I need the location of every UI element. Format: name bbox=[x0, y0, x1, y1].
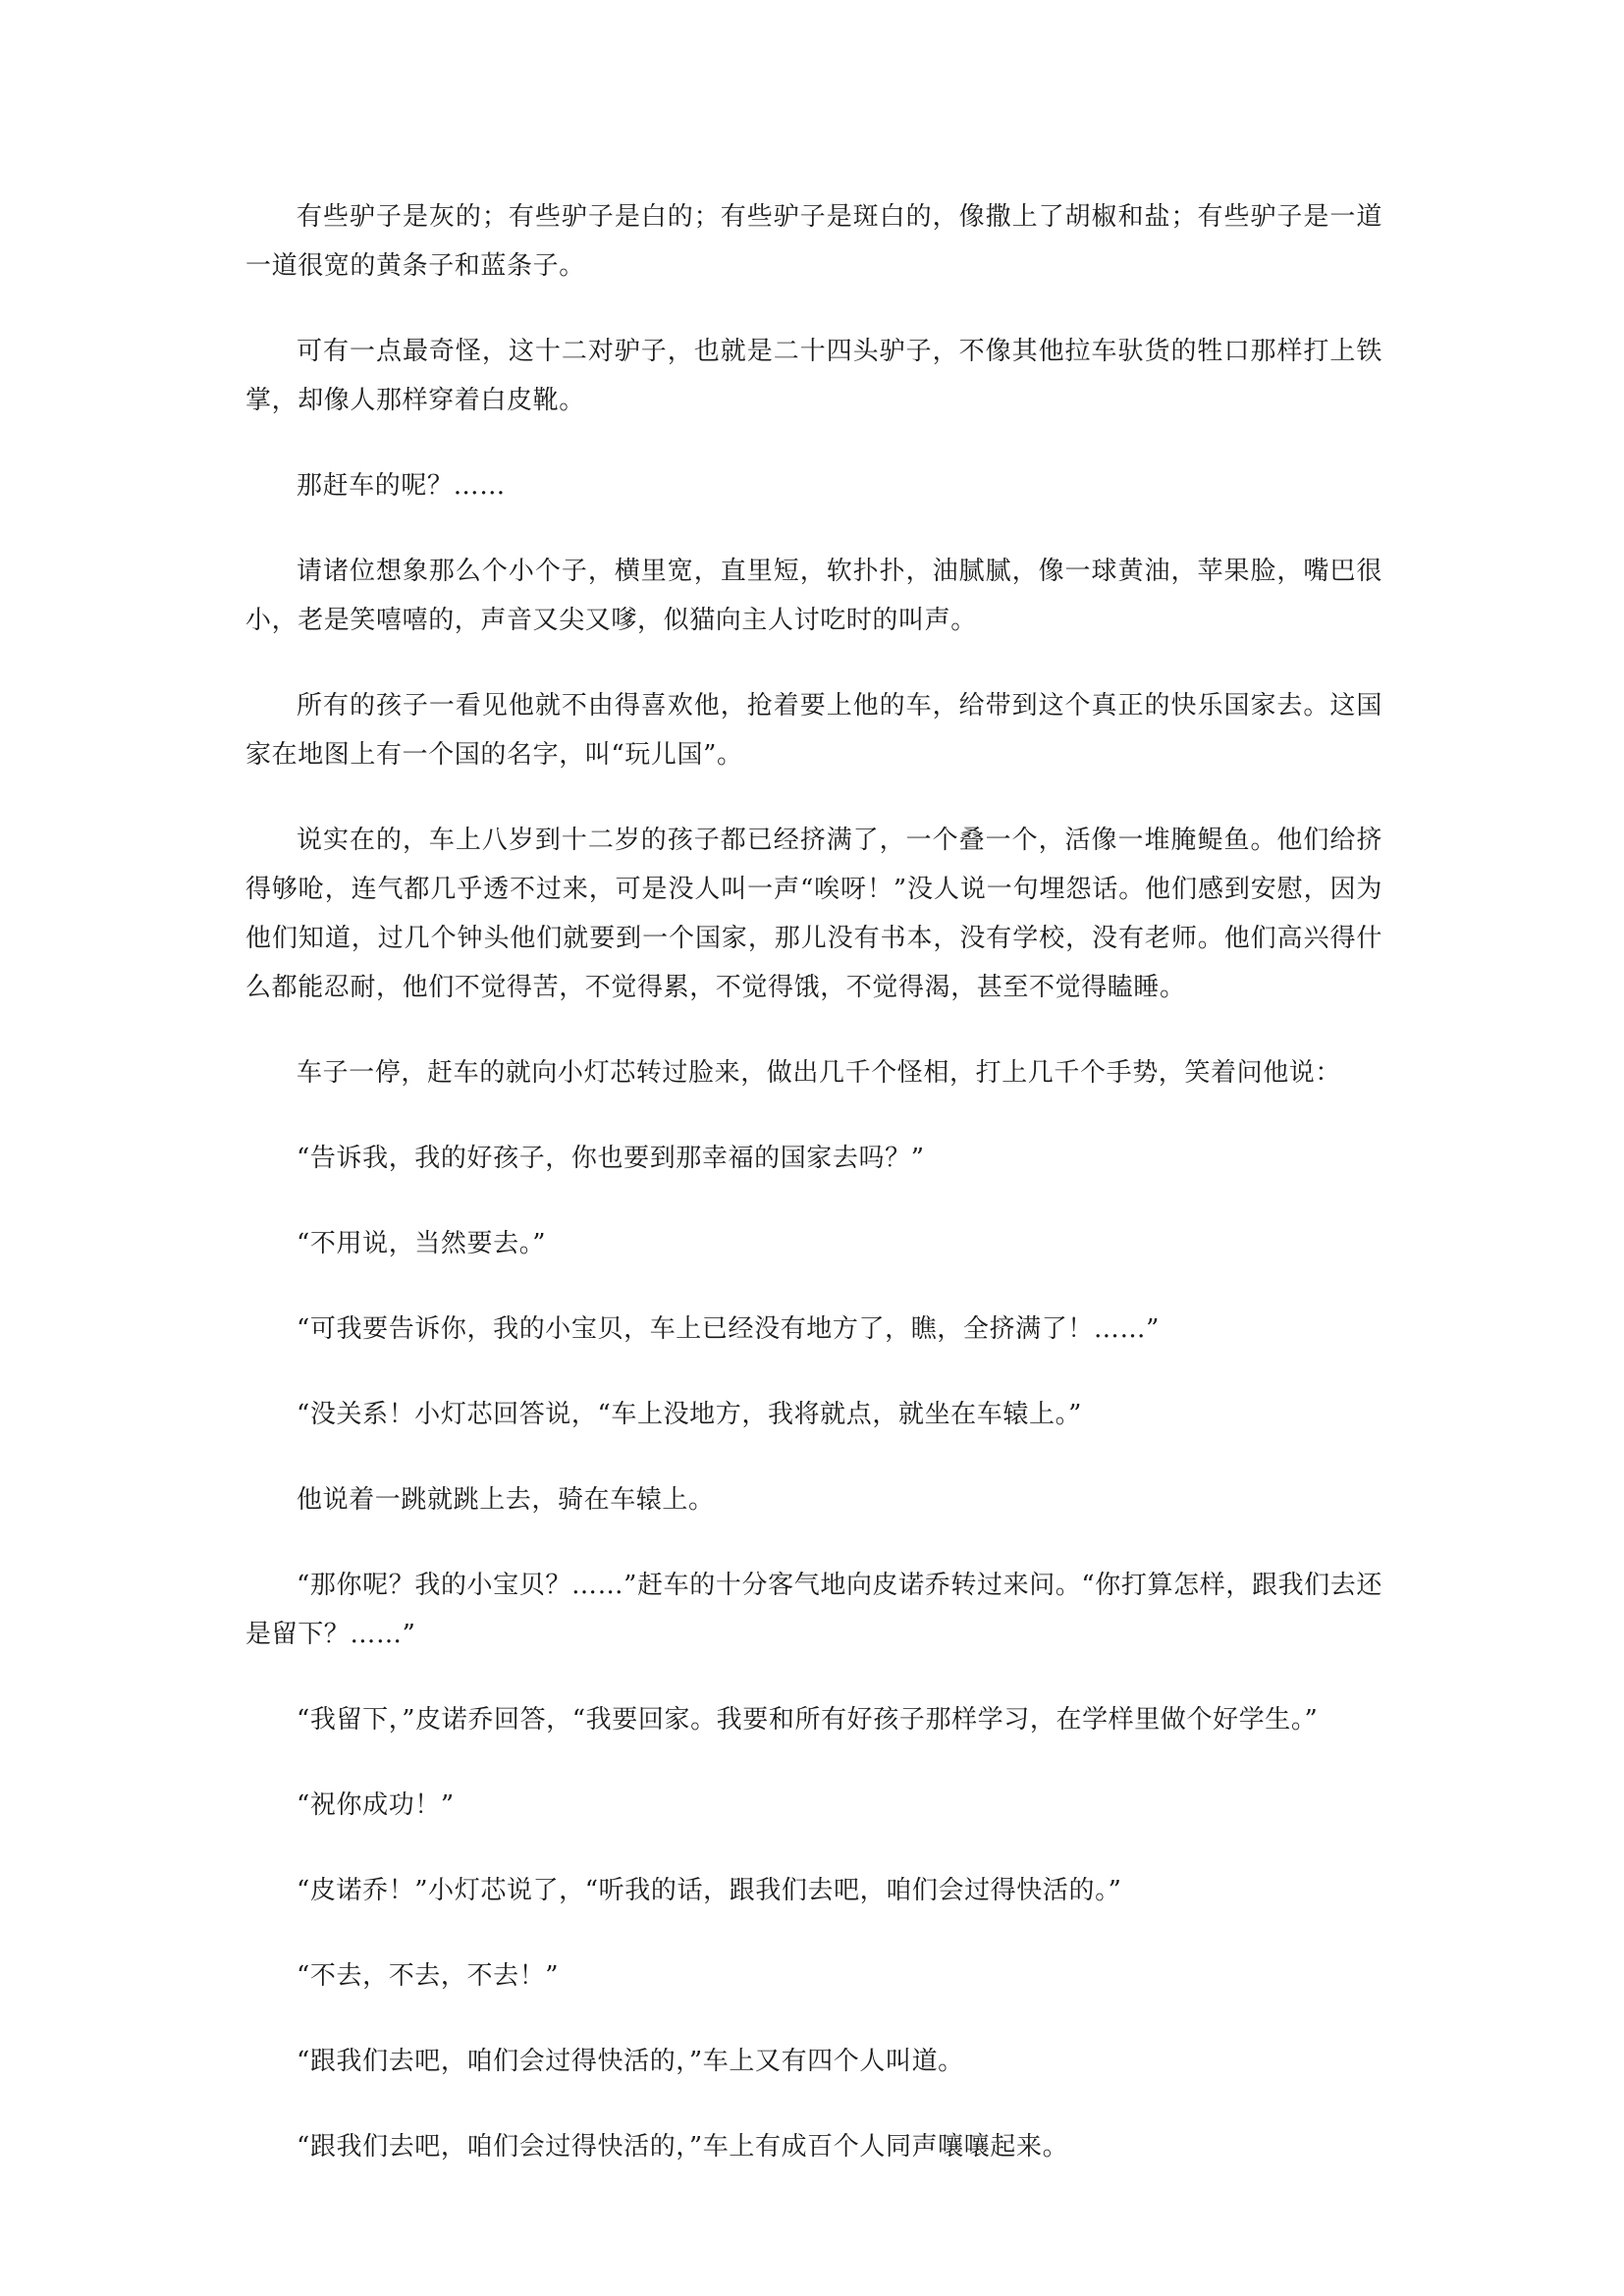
paragraph: 说实在的，车上八岁到十二岁的孩子都已经挤满了，一个叠一个，活像一堆腌鳀鱼。他们给挤得够呛，连气都几乎透不过来，可是没人叫一声“唉呀！”没人说一句埋怨话。他们感到安慰，因为他们知道，过几个钟头他们就要到一个国家，那儿没有书本，没有学校，没有老师。他们高兴得什么都能忍耐，他们不觉得苦，不觉得累，不觉得饿，不觉得渴，甚至不觉得瞌睡。 bbox=[245, 826, 1382, 1002]
paragraph: “那你呢？我的小宝贝？……”赶车的十分客气地向皮诺乔转过来问。“你打算怎样，跟我们去还是留下？……” bbox=[245, 1571, 1382, 1649]
paragraph: “可我要告诉你，我的小宝贝，车上已经没有地方了，瞧，全挤满了！……” bbox=[297, 1314, 1160, 1344]
paragraph: “没关系！小灯芯回答说，“车上没地方，我将就点，就坐在车辕上。” bbox=[297, 1400, 1083, 1429]
paragraph: 所有的孩子一看见他就不由得喜欢他，抢着要上他的车，给带到这个真正的快乐国家去。这国家在地图上有一个国的名字，叫“玩儿国”。 bbox=[245, 691, 1382, 770]
document-body bbox=[245, 192, 1382, 2208]
paragraph: 他说着一跳就跳上去，骑在车辕上。 bbox=[297, 1485, 715, 1515]
paragraph: “告诉我，我的好孩子，你也要到那幸福的国家去吗？” bbox=[297, 1144, 925, 1173]
paragraph: “不去，不去，不去！” bbox=[297, 1961, 560, 1991]
paragraph: 车子一停，赶车的就向小灯芯转过脸来，做出几千个怪相，打上几千个手势，笑着问他说： bbox=[297, 1058, 1342, 1088]
paragraph: “祝你成功！” bbox=[297, 1790, 455, 1820]
paragraph: 那赶车的呢？…… bbox=[297, 471, 506, 501]
paragraph: “不用说，当然要去。” bbox=[297, 1229, 547, 1258]
paragraph: 请诸位想象那么个小个子，横里宽，直里短，软扑扑，油腻腻，像一球黄油，苹果脸，嘴巴很小，老是笑嘻嘻的，声音又尖又嗲，似猫向主人讨吃时的叫声。 bbox=[245, 557, 1382, 635]
paragraph: “我留下，”皮诺乔回答，“我要回家。我要和所有好孩子那样学习，在学样里做个好学生。” bbox=[297, 1705, 1319, 1735]
paragraph: 有些驴子是灰的；有些驴子是白的；有些驴子是斑白的，像撒上了胡椒和盐；有些驴子是一道一道很宽的黄条子和蓝条子。 bbox=[245, 202, 1382, 281]
paragraph: “皮诺乔！”小灯芯说了，“听我的话，跟我们去吧，咱们会过得快活的。” bbox=[297, 1876, 1122, 1905]
paragraph: 可有一点最奇怪，这十二对驴子，也就是二十四头驴子，不像其他拉车驮货的牲口那样打上铁掌，却像人那样穿着白皮靴。 bbox=[245, 337, 1382, 415]
paragraph: “跟我们去吧，咱们会过得快活的，”车上又有四个人叫道。 bbox=[297, 2047, 964, 2076]
paragraph: “跟我们去吧，咱们会过得快活的，”车上有成百个人同声嚷嚷起来。 bbox=[297, 2132, 1069, 2162]
